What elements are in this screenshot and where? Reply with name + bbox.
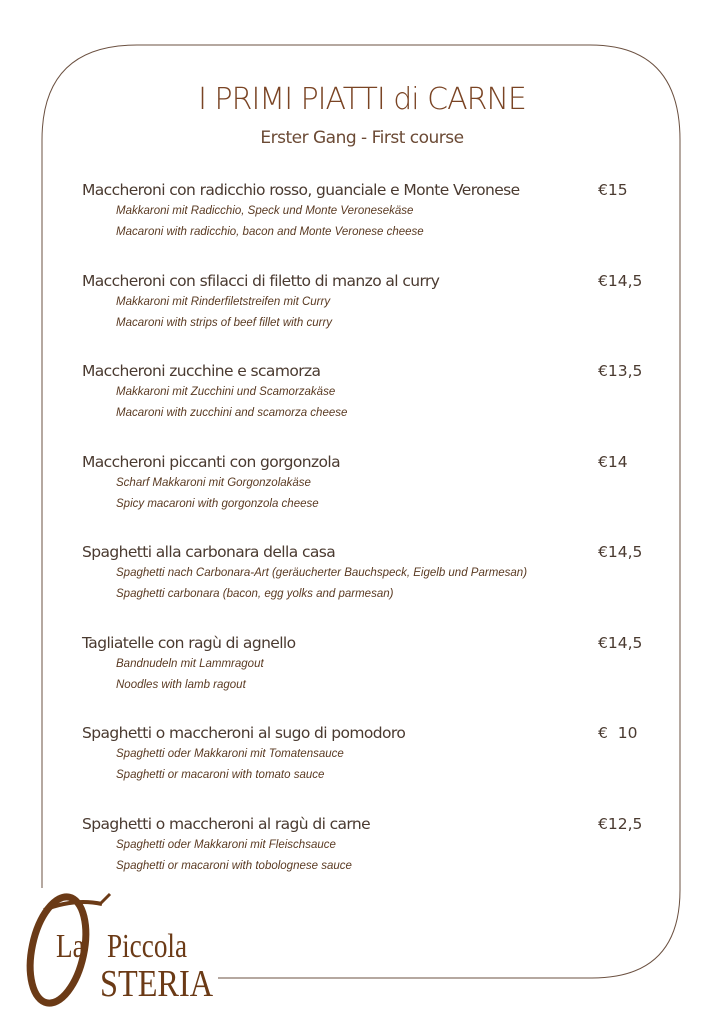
menu-item-name: Maccheroni con sfilacci di filetto di manzo al curry [82, 271, 440, 290]
menu-item-price: €12,5 [598, 814, 643, 833]
menu-item-name: Spaghetti alla carbonara della casa [82, 543, 336, 561]
page-title: I PRIMI PIATTI di CARNE [198, 82, 526, 117]
menu-item-name: Maccheroni piccanti con gorgonzola [82, 452, 341, 471]
menu-item [82, 362, 662, 442]
menu-item [82, 453, 662, 533]
menu-item-price: €14,5 [598, 543, 643, 561]
logo-piccola: Piccola [107, 928, 188, 965]
menu-item-de: Spaghetti nach Carbonara-Art (geräucherter Bauchspeck, Eigelb und Parmesan) [116, 567, 528, 579]
restaurant-logo [14, 888, 234, 1008]
menu-item [82, 181, 662, 261]
menu-item-de: Makkaroni mit Zucchini und Scamorzakäse [116, 386, 336, 398]
menu-item-name: Maccheroni con radicchio rosso, guanciale e Monte Veronese [82, 181, 520, 199]
menu-item-en: Macaroni with radicchio, bacon and Monte Veronese cheese [116, 226, 424, 238]
menu-item-de: Bandnudeln mit Lammragout [116, 657, 264, 670]
menu-item-name: Spaghetti o maccheroni al sugo di pomodoro [82, 724, 406, 742]
menu-item-de: Spaghetti oder Makkaroni mit Tomatensauce [116, 748, 344, 760]
menu-item-en: Macaroni with zucchini and scamorza cheese [116, 407, 348, 419]
menu-item-de: Scharf Makkaroni mit Gorgonzolakäse [116, 476, 311, 489]
menu-item [82, 815, 662, 895]
menu-item [82, 634, 662, 714]
menu-item-name: Maccheroni zucchine e scamorza [82, 362, 321, 380]
menu-item-price: € 10 [598, 724, 638, 742]
menu-item-en: Spaghetti or macaroni with tobolognese sauce [116, 859, 352, 872]
menu-item-en: Spicy macaroni with gorgonzola cheese [116, 497, 319, 510]
menu-item [82, 543, 662, 623]
menu-item-price: €14 [598, 452, 628, 471]
menu-item-de: Makkaroni mit Radicchio, Speck und Monte Veronesekäse [116, 205, 414, 217]
logo-la: La [56, 928, 85, 965]
menu-item [82, 724, 662, 804]
menu-item-en: Macaroni with strips of beef fillet with curry [116, 316, 333, 329]
menu-item-price: €14,5 [598, 633, 643, 652]
menu-item-en: Noodles with lamb ragout [116, 678, 246, 691]
menu-item-de: Spaghetti oder Makkaroni mit Fleischsauce [116, 838, 336, 851]
menu-item [82, 272, 662, 352]
menu-item-de: Makkaroni mit Rinderfiletstreifen mit Curry [116, 295, 331, 308]
logo-osteria: STERIA [100, 963, 214, 1005]
page-subtitle: Erster Gang - First course [260, 128, 464, 148]
menu-item-price: €15 [598, 181, 628, 199]
menu-item-price: €13,5 [598, 362, 643, 380]
menu-item-en: Spaghetti or macaroni with tomato sauce [116, 769, 325, 781]
menu-item-name: Tagliatelle con ragù di agnello [82, 633, 296, 652]
menu-item-name: Spaghetti o maccheroni al ragù di carne [82, 814, 371, 833]
menu-item-en: Spaghetti carbonara (bacon, egg yolks and parmesan) [116, 588, 394, 600]
menu-item-price: €14,5 [598, 271, 643, 290]
